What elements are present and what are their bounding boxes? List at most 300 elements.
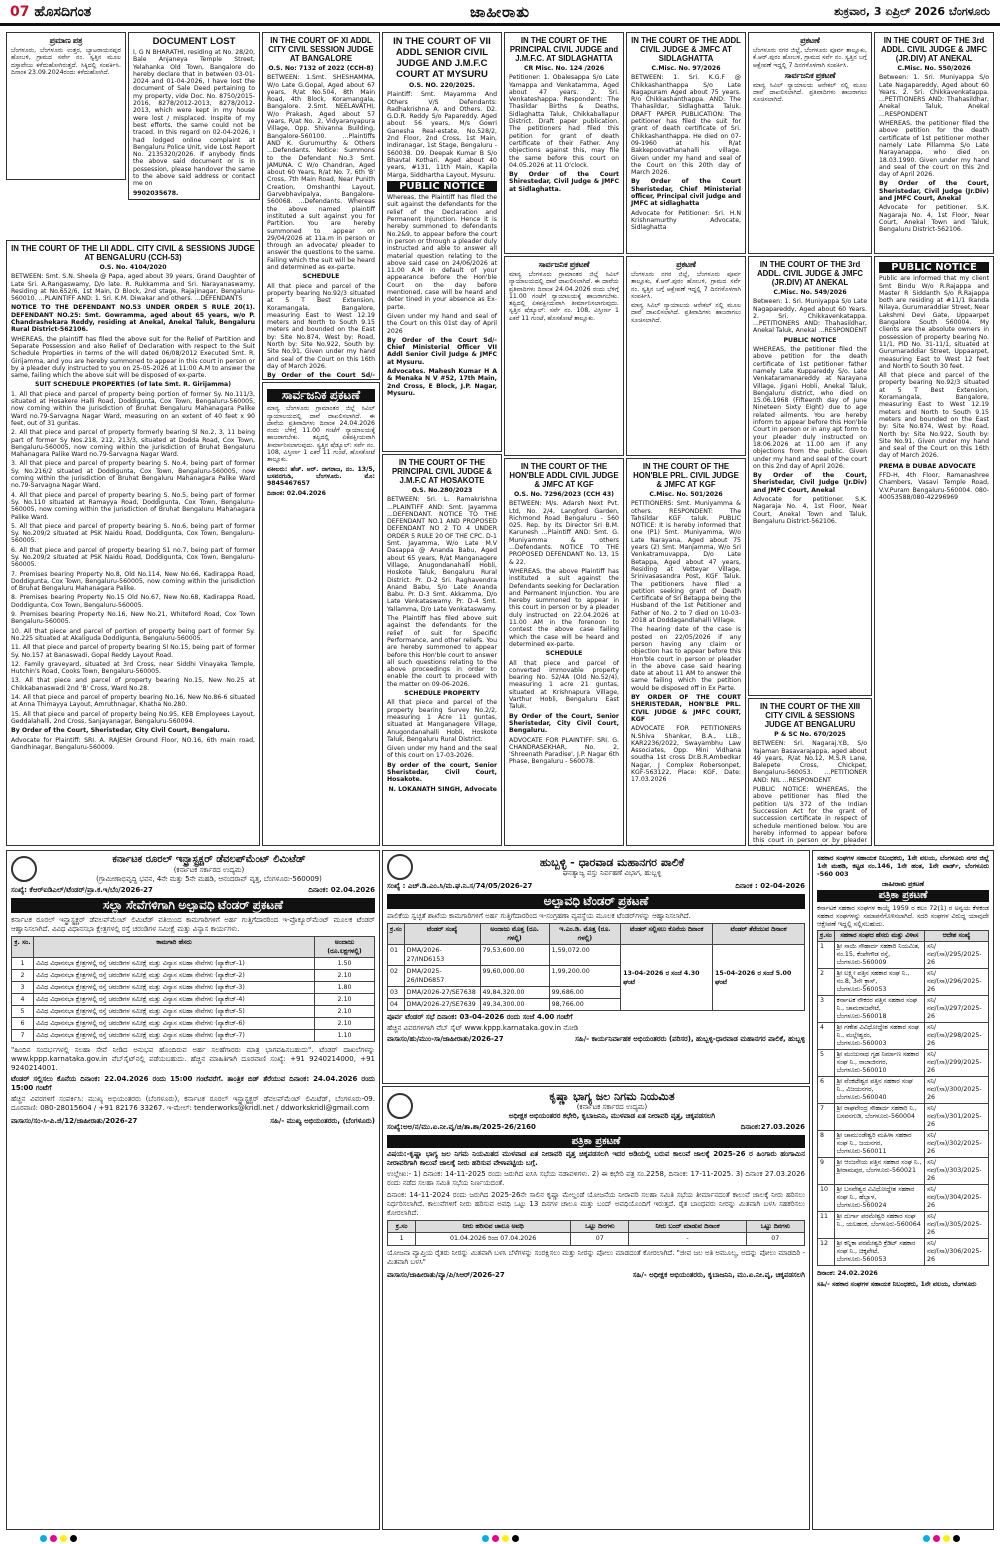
case-number: C.Misc. No. 501/2026 xyxy=(649,491,723,498)
column-header: ಕ್ರ.ಸಂ xyxy=(388,924,405,945)
case-number: O.S. No: 7132 of 2022 (CCH-8) xyxy=(268,65,374,72)
column-header: ಟೆಂಡರ್ ತೆರೆಯುವ ದಿನಾಂಕ xyxy=(712,924,804,945)
notice-text: WHEREAS, the petitioner filed the above petition for the death certificate of 1st petitioner father namely Late Kuppareddy S/o. Late Venkataramanareddy at Narayana Village, Jigani Hobli, Anekal Taluk, Bengaluru district, who died on 15.06.1968 (Fifteenth day of June Nineteen Sixty Eight) due to age related ailments. You are hereby inform to appear before this Hon'ble Court in person or in any apt form to your pleader duly instructed on 18.06.2026 at 11.00 am if any objections from the public. Given under my hand and seal of the court on this 2nd day of April 2026. xyxy=(753,346,867,470)
table-row xyxy=(818,1104,989,1131)
kbjnl-logo-icon xyxy=(387,1093,413,1119)
dipr: ವಾಸಾಸಂ/ಜಾಹೀರಾತು/ವ್ಯಾ/ಪಿ/ಸಿಆರ್/2026-27 xyxy=(387,1271,505,1280)
case-number: C.Misc. No. 549/2026 xyxy=(773,289,847,296)
kbjnl-notice xyxy=(382,1086,810,1530)
hdmc-logo-icon xyxy=(387,854,413,880)
notice-date: ದಿನಾಂಕ: 24.02.2026 xyxy=(817,1269,878,1277)
ref-number: ಸಂಖ್ಯೆ:ಅಅ/ನ/ಮು.ಏ.ನೀ.ವೃ/ಚಿ/ತಾ.ಶಾ/2025-26/2160 xyxy=(387,1123,536,1132)
column-header: ಟೆಂಡರ್ ಸಂಖ್ಯೆ xyxy=(404,924,480,945)
advocate: Advocate for Plaintiff: SRI. A. RAJESH Ground Floor, NO.16, 6th main road, Gandhinagar, Bengaluru-560009. xyxy=(11,736,255,751)
notice-body: BETWEEN: 1. Sri. K.G.F @ Chikkashanthappa S/o Late Nagapuram Aged about 75 years. R/o Chikkashanthappa. AND: The Thahasildar, Sidlaghatta Taluk. DRAFT PAPER PUBLICATION: The petitioner has filed the suit for grant of death certificate of Sri. Chikkashanthappa. He died on 07-09-1960 at his R/at Bakkepoovathanahalli village. Given under my hand and seal of the Court on this 20th day of March 2026. xyxy=(631,74,741,177)
notice-body: ಮಾನ್ಯ ಬೆಂಗಳೂರು ಗ್ರಾಮಾಂತರ ಜಿಲ್ಲೆ ಸಿವಿಲ್ ನ್ಯಾಯಾಲಯದಲ್ಲಿ ದಾವೆ ದಾಖಲಿಸಲಾಗಿದೆ. ಈ ದಾವೆಯ ಪ್ರತಿವಾದಿಗಳು ದಿನಾಂಕ 24.04.2026 ರಂದು ಬೆಳಿಗ್ಗೆ 11.00 ಗಂಟೆಗೆ ನ್ಯಾಯಾಲಯಕ್ಕೆ ಹಾಜರಾಗಬೇಕು. ತಪ್ಪಿದಲ್ಲಿ ಏಕಪಕ್ಷೀಯವಾಗಿ ತೀರ್ಮಾನಿಸಲಾಗುವುದು. ಸ್ವತ್ತಿನ ಷೆಡ್ಯೂಲ್: ಸರ್ವೆ ನಂ. 108, ವಿಸ್ತೀರ್ಣ 1 ಎಕರೆ 11 ಗುಂಟೆ, ಹೊಸಕೋಟೆ ತಾಲ್ಲೂಕು. xyxy=(267,405,375,464)
table-cell: ಶ್ರೀ ಸಾಯಿ ಸೌಹಾರ್ದ ಸಹಕಾರಿ ನಿಯಮಿತ, ನಂ.15, ಕೆಂಪೇಗೌಡ ರಸ್ತೆ, ಬೆಂಗಳೂರು-560009 xyxy=(834,942,924,969)
table-row xyxy=(818,942,989,969)
notice-body: BETWEEN: M/s. Adarsh Next Pvt. Ltd, No. 2/4, Langford Garden, Richmond Road Bengaluru - 560 025. Rep. by its Director Sri B.M. Karunesh ...Plaintiff AND: Smt. G. Muniyamma & others ...Defendants. NOTICE TO THE PROPOSED DEFENDANT No. 13, 15 & 22. xyxy=(509,500,619,566)
table-cell: 1 xyxy=(388,1233,416,1245)
notice-body-2: ಮಾನ್ಯ ಸಿವಿಲ್ ನ್ಯಾಯಾಲಯ ಆನೇಕಲ್ ನಲ್ಲಿ ಮೂಲ ದಾವೆ ದಾಖಲಿಸಲಾಗಿದೆ. ಪ್ರತಿವಾದಿಗಳು ಹಾಜರಾಗಲು ಸೂಚಿಸಲಾಗಿದೆ. xyxy=(753,81,867,104)
kridl-logo-icon xyxy=(11,856,37,882)
notice-body: Plaintiff: Smt. Mayamma And Others V/S Defendants: Radhakrishna A. and Others. D2. G.D.R. Reddy S/o Papareddy. Aged about 56 years, M/s Gowri Ganesha Real-estate, No.528/2, 2nd Floor, 2nd Cross, 1st Main, Indiranagar, 1st Stage, Bengaluru - 560038. D9. Deepak Kumar B S/o Bhavtal Kothari. Aged about 40 years, #131, 11th Main, Kapila Marga, Siddhartha Layout, Mysuru. xyxy=(387,91,497,179)
advocate-sig: PREMA B DUBAE ADVOCATE xyxy=(879,462,976,470)
table-cell: 6 xyxy=(12,1018,34,1030)
tender-banner: ಅಲ್ಪಾವಧಿ ಟೆಂಡರ್ ಪ್ರಕಟಣೆ xyxy=(387,894,805,909)
table-cell: ವಿವಿಧ ವಿಧಾನಸಭಾ ಕ್ಷೇತ್ರಗಳಲ್ಲಿ ರಸ್ತೆ ಚರಂಡಿಗಳ ಸಮೀಕ್ಷೆ ಮತ್ತು ವಿನ್ಯಾಸ ಸಲಹಾ ಸೇವೆಗಳು (ಪ್ಯಾಕೇಜ್-2) xyxy=(34,970,315,982)
contact-phone: 9902035678. xyxy=(133,189,179,197)
coop-list-notice xyxy=(812,850,994,1530)
notice-body: BETWEEN: Sri. Nagaraj.Y.B, S/o Yajaman Basavarajappa, aged about 49 years, R/at No.12, M.S.R Lane, Balepete Cross, Chickpet, Bengaluru-560053. ...PETITIONER AND: NIL ...RESPONDENT xyxy=(753,740,867,784)
sarvajanika-notice xyxy=(262,382,380,846)
pre-bid: ಪೂರ್ವ ಟೆಂಡರ್ ಸಭೆ ದಿನಾಂಕ: 03-04-2026 ರಂದು ಸಂಜೆ 4.00 ಗಂಟೆಗೆ xyxy=(387,1013,573,1021)
court-vii-notice xyxy=(382,32,502,452)
org-name: ಹುಬ್ಬಳ್ಳಿ - ಧಾರವಾಡ ಮಹಾನಗರ ಪಾಲಿಕೆ xyxy=(539,856,685,869)
signature: ಸಹಿ/- ಮುಖ್ಯ ಅಭಿಯಂತರರು, (ಬೆಂಗಳೂರು) xyxy=(270,1117,375,1125)
case-number: CR Misc. No. 124 /2026 xyxy=(523,65,605,72)
court-title: IN THE COURT OF VII ADDL SENIOR CIVIL JUDGE AND J.M.F.C COURT AT MYSURU xyxy=(393,36,491,80)
table-cell: ಸನಿ/ನವ/(ಸಾ)/300/2025-26 xyxy=(925,1077,989,1104)
table-cell: 2 xyxy=(12,970,34,982)
table-cell: ಸನಿ/ನವ/(ಸಾ)/305/2025-26 xyxy=(925,1212,989,1239)
order: By Order of the Court, Sheristedar, City Civil Court, Bengaluru. xyxy=(11,727,230,735)
table-cell: ಸನಿ/ನವ/(ಸಾ)/304/2025-26 xyxy=(925,1185,989,1212)
case-number: O.S. No.280/2023 xyxy=(411,487,473,494)
signature: ಸಹಿ/- ಸಹಕಾರ ಸಂಘಗಳ ಸಹಾಯಕ ನಿಬಂಧಕರು, 1ನೇ ವಲಯ, ಬೆಂಗಳೂರು xyxy=(817,1280,977,1288)
column-header: ಕ್ರ.ಸಂ xyxy=(818,931,835,942)
table-row xyxy=(818,969,989,996)
order: By Order of the Court Shirestedar, Civil Judge & JMFC at Sidlaghatta. xyxy=(509,171,619,193)
table-cell: 1.10 xyxy=(315,1030,375,1042)
hearing: The hearing date of the case is posted on 22/05/2026 if any person having any claim or objection has to appear before this Hon'ble court in person or pleader in the above case said hearing date at about 11 AM to answer the same failing which the petition would be disposed off in Ex Parte. xyxy=(631,626,741,692)
org-sub: ಘನತ್ಯಾಜ್ಯ ವಸ್ತು ನಿರ್ವಹಣೆ ವಿಭಾಗ, ಹುಬ್ಬಳ್ಳಿ xyxy=(562,869,662,877)
notice-body: ಬೆಂಗಳೂರು ನಗರ ಜಿಲ್ಲೆ, ಬೆಂಗಳೂರು ಪೂರ್ವ ತಾಲ್ಲೂಕು, ಕೆ.ಆರ್.ಪುರಂ ಹೋಬಳಿ, ಗ್ರಾಮದ ಸರ್ವೆ ನಂ. ಸ್ವತ್ತಿನ ಬಗ್ಗೆ ಆಕ್ಷೇಪಣೆ ಇದ್ದಲ್ಲಿ 7 ದಿನಗಳೊಳಗಾಗಿ ಸಂಪರ್ಕಿಸಿ. xyxy=(631,271,741,300)
table-cell: ವಿವಿಧ ವಿಧಾನಸಭಾ ಕ್ಷೇತ್ರಗಳಲ್ಲಿ ರಸ್ತೆ ಚರಂಡಿಗಳ ಸಮೀಕ್ಷೆ ಮತ್ತು ವಿನ್ಯಾಸ ಸಲಹಾ ಸೇವೆಗಳು (ಪ್ಯಾಕೇಜ್-4) xyxy=(34,994,315,1006)
schedule-item: 6. All that piece and parcel of property bearing S1 no.7, being part of former Sy. No.209/2 situated at PSK Naidu Road, Doddigunta, Cox Town, Bengaluru-560005. xyxy=(11,546,255,569)
contact: ಹೆಚ್ಚಿನ ವಿವರಗಳಿಗೆ ಸಂಪರ್ಕಿಸಿ: ಮುಖ್ಯ ಅಭಿಯಂತರರು (ಬೆಂಗಳೂರು), ಕರ್ನಾಟಕ ರೂರಲ್ ಇನ್ಫ್ರಾಸ್ಟ್ರಕ್ಚರ್ ಡೆವಲಪ್‌ಮೆಂಟ್ ಲಿಮಿಟೆಡ್, ಬೆಂಗಳೂರು-09. ದೂರವಾಣಿ: 080-28015604 / +91 82176 33267. ಇ-ಮೇಲ್: tenderworks@kridl.net / ddworkskridl@gmail.com xyxy=(11,1095,375,1112)
table-cell: ಕರ್ನಾಟಕ ನೌಕರರ ಪತ್ತಿನ ಸಹಕಾರ ಸಂಘ ನಿ., ಚಾಮರಾಜಪೇಟೆ, ಬೆಂಗಳೂರು-560018 xyxy=(834,996,924,1023)
court-xi-notice: IN THE COURT OF XI ADDL CITY CIVIL SESSION JUDGE AT BANGALORE O.S. No: 7132 of 2022 (CCH-8) BETWEEN: 1.Smt. SHESHAMMA, W/o Late G.Gopal, Aged about 67 years, R/at No.504, 8th Main Road, 4th Block, Koramangala, Bangalore. 2.Smt. NEELAVATHI, W/o Prakash, Aged about 57 years, R/at No. 2, Vidyaranyapura Village, Opp. Shivanna Building, Bangalore-560100. ...Plaintiffs AND K. Gurumurthy & Others ...Defendants. Notice: Summons to the Defendant No.3 Smt. JAMUNA. C W/o Chandran, Aged about 60 Years, R/at No. 7, 6th 'B' Cross, 7th Main Road, Near Punith Creation, Omshanthi Layout, Garvebhavipalya, Bangalore-560068. ...Defendants. Whereas the above named plaintiff instituted a suit against you for Partition. You are hereby summoned to appear on 29/04/2026 at 11a.m in person or through an advocate/ pleader to answer the questions to the same. Failing which the suit will be heard and determined as ex-parte. SCHEDULE All that piece and parcel of the property bearing No.92/3 situated at 5 T Best Extension, Koramangala, Bangalore, measuring East to West 12.19 meters and North to South 9.15 meters and bounded on the East by: Site No.874, West by: Road, North by: Site No.922, South by: Site No.91, Given under my hand and seal of the Court on this 16th day of March 2026. By Order of the Court Sd/- xyxy=(262,32,380,380)
office: ಅಧೀಕ್ಷಕ ಅಭಿಯಂತರರ ಕಛೇರಿ, ಕೃಬಾಜನಿನಿ, ಮುಳವಾಡ ಏತ ನೀರಾವರಿ ವೃತ್ತ, ಚಿಕ್ಕಪಡಸಲಗಿ xyxy=(508,1112,716,1121)
table-cell: 04 xyxy=(388,999,405,1011)
notice-body: ಬೆಂಗಳೂರು ನಗರ ಜಿಲ್ಲೆ, ಬೆಂಗಳೂರು ಪೂರ್ವ ತಾಲ್ಲೂಕು, ಕೆ.ಆರ್.ಪುರಂ ಹೋಬಳಿ, ಗ್ರಾಮದ ಸರ್ವೆ ನಂ. ಸ್ವತ್ತಿನ ಬಗ್ಗೆ ಆಕ್ಷೇಪಣೆ ಇದ್ದಲ್ಲಿ 7 ದಿನಗಳೊಳಗಾಗಿ ಸಂಪರ್ಕಿಸಿ. xyxy=(753,47,867,69)
table-row xyxy=(818,1050,989,1077)
schedule-title: SUIT SCHEDULE PROPERTIES (of late Smt. R. Girijamma) xyxy=(34,381,232,389)
color-dots-right xyxy=(923,1535,960,1542)
table-cell: ವಿವಿಧ ವಿಧಾನಸಭಾ ಕ್ಷೇತ್ರಗಳಲ್ಲಿ ರಸ್ತೆ ಚರಂಡಿಗಳ ಸಮೀಕ್ಷೆ ಮತ್ತು ವಿನ್ಯಾಸ ಸಲಹಾ ಸೇವೆಗಳು (ಪ್ಯಾಕೇಜ್-6) xyxy=(34,1018,315,1030)
court-kgf2-notice xyxy=(626,458,746,846)
schedule-item: 11. All that piece and parcel of property bearing Sl No.15, being part of former Sy. No.157 at Banaswadi, Gopal Reddy Layout Road. xyxy=(11,644,255,659)
notice-body: Between: 1. Sri. Muniyappa S/o Late Nagapareddy, Aged about 60 Years. 2. Sri. Chikkavenkatappa. ...PETITIONERS AND: Thahasildhar, Anekal Taluk, Anekal ...RESPONDENT xyxy=(753,298,867,335)
order: By Order of the Court Sheristedar, Chief Ministerial officer, Principal civil judge and JMFC at sidlaghatta xyxy=(631,178,741,208)
whereas: WHEREAS, the plaintiff has filed the above suit for the Relief of Partition and Separate Possession and also Relief of Declaration with respect to the Suit Schedule Properties in terms of the will dated 06/08/2012 Executed Smt. R. Girijamma, and you are hereby summoned to appear in this court in person or by a pleader duly instructed to you on 25-05-2026 at 11:00 A.M to answer the same, failing which the above suit will be disposed of ex-parte. xyxy=(11,335,255,380)
office-header: ಸಹಕಾರ ಸಂಘಗಳ ಸಹಾಯಕ ನಿಬಂಧಕರು, 1ನೇ ವಲಯ, ಬೆಂಗಳೂರು ನಗರ ಜಿಲ್ಲೆ 1ನೇ ಮಹಡಿ, ಕಟ್ಟಡ ನಂ.146, 1ನೇ ಹಂತ, 1ನೇ ವಾರ್ಡ್, ಬೆಂಗಳೂರು -560 003 xyxy=(817,854,989,878)
psc-notice xyxy=(748,698,872,846)
org-address: (ಗ್ರಾಮೀಣಾಭಿವೃದ್ಧಿ ಭವನ, 4ನೇ ಮತ್ತು 5ನೇ ಮಹಡಿ, ಆನಂದರಾವ್ ವೃತ್ತ, ಬೆಂಗಳೂರು-560009) xyxy=(96,875,322,883)
notice-text: PUBLIC NOTICE: WHEREAS, the above petitioner has filed the petition U/s 372 of the Indian Succession Act for the grant of succession certificate in respect of schedule mentioned below. You are hereby informed to appear before this court in person or by pleader xyxy=(753,786,867,845)
table-cell: ಶ್ರೀ ಬಸವೇಶ್ವರ ವಿವಿಧೋದ್ದೇಶ ಸಹಕಾರ ಸಂಘ ನಿ., ಹೆಬ್ಬಾಳ, ಬೆಂಗಳೂರು-560024 xyxy=(834,1185,924,1212)
table-cell: ಶ್ರೀ ಚಾಮುಂಡೇಶ್ವರಿ ಮಹಿಳಾ ಸಹಕಾರ ಸಂಘ ನಿ., ಜಯನಗರ, ಬೆಂಗಳೂರು-560011 xyxy=(834,1131,924,1158)
dates: ಟೆಂಡರ್ ಸಲ್ಲಿಸಲು ಕೊನೆಯ ದಿನಾಂಕ: 22.04.2026 ರಂದು 15:00 ಗಂಟೆವರೆಗೆ. ತಾಂತ್ರಿಕ ಬಿಡ್ ತೆರೆಯುವ ದಿನಾಂಕ: 24.04.2026 ರಂದು 15:00 ಗಂಟೆಗೆ xyxy=(11,1075,375,1092)
table-cell: 11 xyxy=(818,1212,835,1239)
kannada-loss-notice xyxy=(6,32,126,180)
kannada-notice-right xyxy=(748,32,872,254)
table-cell: 07 xyxy=(746,1233,804,1245)
table-cell: 1 xyxy=(818,942,835,969)
table-cell: DMA/2026-27/SE7638 xyxy=(404,987,480,999)
table-cell: DMA/2025-26/IND6857 xyxy=(404,966,480,987)
court-title: IN THE COURT OF THE 3rd ADDL. CIVIL JUDGE & JMFC (JR.DIV) AT ANEKAL xyxy=(881,36,987,63)
notice-body: Public are informed that my client Smt Bindu W/o R.Rajappa and Master R Siddanth S/o R.Rajappa both are residing at #11/1 Ikanda Nilaya, Gurumaraddiar Street, Near Lakshmi Devi Gate, Uppaarpet Bangalore South 560004. My clients are the absolute owners in possession of property bearing No. 11/1, PID No. 31-11/1, situated at Gurumaraddiar Street, Uppaarpet, measuring East to West 12 feet and North to South 30 feet. xyxy=(879,275,989,370)
court-title: IN THE COURT OF XI ADDL CITY CIVIL SESSION JUDGE AT BANGALORE xyxy=(268,36,374,63)
notice-body: PETITIONERS: Smt. Muniyamma & others. RESPONDENT: The Tahsildar KGF taluk. PUBLIC NOTICE: It is hereby informed that one (P1) Smt. Muniyamma, W/o Late Narayana, Aged about 75 years (2) Smt. Manjamma, W/o Sri Venkatramuvappa, D/o Late Betappa, Aged about 47 years, Residing at Vetteyar Village, Srinivasasandra Post, KGF Taluk. The petitioners have filed a petition seeking grant of Death Certificate of Sri Betappa being the Husband of the 1st Petitioner and Father of No. 2 to 7 died on 10-03-2018 at Doddagandlahalli Village. xyxy=(631,500,741,625)
date-line: ಶುಕ್ರವಾರ, 3 ಏಪ್ರಿಲ್ 2026 ಬೆಂಗಳೂರು xyxy=(834,4,990,18)
court-title: IN THE COURT OF THE HON'BLE ADDL CIVIL JUDGE & JMFC AT KGF xyxy=(509,462,619,489)
table-cell: 1.80 xyxy=(315,982,375,994)
court-sidlaghatta-notice xyxy=(504,32,624,254)
table-cell: 3 xyxy=(12,982,34,994)
court-title: IN THE COURT OF THE HON'BLE PRL. CIVIL JUDGE & JMFC AT KGF xyxy=(633,462,739,489)
table-row xyxy=(818,1212,989,1239)
table-cell: 01 xyxy=(388,945,405,966)
references: ಉಲ್ಲೇಖ:- 1) ದಿನಾಂಕ: 14-11-2025 ರಂದು ಜರುಗಿದ ಐಸಿಸಿ ಸಭೆಯ ನಡಾವಳಿಗಳು. 2) ಈ ಕಛೇರಿ ಪತ್ರ ಸಂ.2258, ದಿನಾಂಕ: 17-11-2025. 3) ದಿನಾಂಕ 27.03.2026 ರಂದು ನಡೆದ ಸಲಹಾ ಸಮಿತಿ ಸಭೆಯ ನಿರ್ಣಯದಂತೆ. xyxy=(387,1170,805,1188)
closing: ಯೋಜನಾ ವ್ಯಾಪ್ತಿಯ ರೈತರು ನೀರನ್ನು ಮಿತವಾಗಿ ಬಳಸಿ ಬೆಳೆಗಳನ್ನು ಸಂರಕ್ಷಿಸಲು ಮತ್ತು ನೀರನ್ನು ಪೋಲು ಮಾಡದಂತೆ ಕೋರಲಾಗಿದೆ. "ಜೀವ ಜಲ ಅತಿ ಅಮೂಲ್ಯ, ಅದನ್ನು ಪೋಲು ಮಾಡದಿರಿ - ಮಿತವಾಗಿ ಬಳಸಿ" xyxy=(387,1248,805,1266)
table-cell: 49,34,300.00 xyxy=(480,999,549,1011)
table-cell: 4 xyxy=(818,1023,835,1050)
page-header xyxy=(0,0,1000,26)
table-row xyxy=(818,1185,989,1212)
notice-title: ಪ್ರಕಟಣೆ xyxy=(676,260,696,269)
table-cell: 1 xyxy=(12,958,34,970)
court-title: IN THE COURT OF THE 3rd ADDL. CIVIL JUDGE & JMFC (JR.DIV) AT ANEKAL xyxy=(757,260,863,287)
notice-body: ಮಾನ್ಯ ಬೆಂಗಳೂರು ಗ್ರಾಮಾಂತರ ಜಿಲ್ಲೆ ಸಿವಿಲ್ ನ್ಯಾಯಾಲಯದಲ್ಲಿ ದಾವೆ ದಾಖಲಿಸಲಾಗಿದೆ. ಈ ದಾವೆಯ ಪ್ರತಿವಾದಿಗಳು ದಿನಾಂಕ 24.04.2026 ರಂದು ಬೆಳಿಗ್ಗೆ 11.00 ಗಂಟೆಗೆ ನ್ಯಾಯಾಲಯಕ್ಕೆ ಹಾಜರಾಗಬೇಕು. ತಪ್ಪಿದಲ್ಲಿ ಏಕಪಕ್ಷೀಯವಾಗಿ ತೀರ್ಮಾನಿಸಲಾಗುವುದು. ಸ್ವತ್ತಿನ ಷೆಡ್ಯೂಲ್: ಸರ್ವೆ ನಂ. 108, ವಿಸ್ತೀರ್ಣ 1 ಎಕರೆ 11 ಗುಂಟೆ, ಹೊಸಕೋಟೆ ತಾಲ್ಲೂಕು. xyxy=(509,271,619,322)
notice-title: DOCUMENT LOST xyxy=(152,36,236,47)
column-header: ಒಟ್ಟು ದಿನಗಳು xyxy=(746,1221,804,1233)
schedule-item: 3. All that piece and parcel of property bearing S. No.4, being part of former Sy. No.216/2 situated at Doddigunta, Cox Town, Bengaluru-560005, now coming within the jurisdiction of Bruhat Bengaluru Mahanagara Palike Ward no.79-Sarvagna Nagar Ward. xyxy=(11,460,255,490)
website: ಹೆಚ್ಚಿನ ವಿವರಗಳಿಗಾಗಿ ವೆಬ್ ಸೈಟ್ www.kppp.karnataka.gov.in ನೋಡಿ xyxy=(387,1024,579,1032)
case-number: C.Misc. No. 550/2026 xyxy=(897,65,971,72)
table-cell: 9 xyxy=(818,1158,835,1185)
schedule-list xyxy=(11,391,255,725)
schedule-item: 9. Premises bearing Property No.16, New No.21, Whiteford Road, Cox Town Bengaluru-560005. xyxy=(11,611,255,626)
table-cell: 7 xyxy=(818,1104,835,1131)
notice-body: BETWEEN: 1.Smt. SHESHAMMA, W/o Late G.Gopal, Aged about 67 years, R/at No.504, 8th Main Road, 4th Block, Koramangala, Bangalore. 2.Smt. NEELAVATHI, W/o Prakash, Aged about 57 years, R/at No. 2, Vidyaranyapura Village, Opp. Shivanna Building, Bangalore-560100. ...Plaintiffs AND K. Gurumurthy & Others ...Defendants. Notice: Summons to the Defendant No.3 Smt. JAMUNA. C W/o Chandran, Aged about 60 Years, R/at No. 7, 6th 'B' Cross, 7th Main Road, Near Punith Creation, Omshanthi Layout, Garvebhavipalya, Bangalore-560068. ...Defendants. Whereas the above named plaintiff instituted a suit against you for Partition. You are hereby summoned to appear on 29/04/2026 at 11a.m in person or through an advocate/ pleader to answer the questions to the same. Failing which the suit will be heard and determined as ex-parte. xyxy=(267,74,375,272)
signature: ಸಹಿ/- ಅಧೀಕ್ಷಕ ಅಭಿಯಂತರರು, ಕೃಬಾಜನಿನಿ, ಮು.ಏ.ನೀ.ವೃ, ಚಿಕ್ಕಪಡಸಲಗಿ xyxy=(632,1271,805,1280)
case-number: O.S. No. 4104/2020 xyxy=(99,264,167,271)
case-number: O.S. NO. 220/2025. xyxy=(409,82,475,89)
advocate: ವಕೀಲರು: ಹೆಚ್. ಆರ್. ನಾಗರಾಜ, ನಂ. 13/5, ಬಸವನಗುಡಿ, ಬೆಂಗಳೂರು. ಮೊ: 9845467657 xyxy=(267,465,375,488)
table-cell: 07 xyxy=(571,1233,629,1245)
col-work: ಕಾಮಗಾರಿ ಹೆಸರು xyxy=(34,937,315,958)
advocate: N. LOKANATH SINGH, Advocate xyxy=(388,785,497,793)
last-date-cell: 13-04-2026 ರ ಸಂಜೆ 4.30 ಘಂಟೆ xyxy=(621,945,713,1011)
notice-title: ಸಾರ್ವಜನಿಕ ಪ್ರಕಟಣೆ xyxy=(538,260,590,269)
table-cell: ಶ್ರೀ ಮಂಜುನಾಥ ಗೃಹ ನಿರ್ಮಾಣ ಸಹಕಾರ ಸಂಘ ನಿ., ರಾಜಾಜಿನಗರ, ಬೆಂಗಳೂರು-560010 xyxy=(834,1050,924,1077)
schedule-item: 13. All that piece and parcel of property bearing No.15, New No.25 at Chikkabanaswadi 2nd 'B' Cross, Ward No.28. xyxy=(11,677,255,692)
table-cell: 2.10 xyxy=(315,994,375,1006)
public-notice-right xyxy=(874,256,994,846)
open-date-cell: 15-04-2026 ರ ಸಂಜೆ 5.00 ಘಂಟೆ xyxy=(712,945,804,1011)
ref-date: ದಿನಾಂಕ:27.03.2026 xyxy=(740,1123,805,1132)
table-cell: 3 xyxy=(818,996,835,1023)
table-cell: ಶ್ರೀ ಆಂಜನೇಯ ಪತ್ತಿನ ಸಹಕಾರ ಸಂಘ ನಿ., ಶ್ರೀರಾಮಪುರ, ಬೆಂಗಳೂರು-560021 xyxy=(834,1158,924,1185)
table-cell: ಶ್ರೀ ಕನ್ನಿಕಾ ಪರಮೇಶ್ವರಿ ಕ್ರೆಡಿಟ್ ಸಹಕಾರ ಸಂಘ ನಿ., ಚಿಕ್ಕಪೇಟೆ, ಬೆಂಗಳೂರು-560053 xyxy=(834,1239,924,1266)
notice-text: WHEREAS, the petitioner filed the above petition for the death certificate of 1st petitioner mother namely Late Pillamma S/o Late Narayanappa, who died on 18.03.1990. Given under my hand and seal of the court on this 2nd day of April 2026. xyxy=(879,120,989,179)
court-chikkaballapur-notice xyxy=(626,32,746,254)
notice-title: ಪತ್ರಿಕಾ ಪ್ರಕಟಣೆ xyxy=(817,890,989,902)
notice-date: ದಿನಾಂಕ: 02.04.2026 xyxy=(267,489,326,497)
order: By Order of the Court, Sheristedar, Civil Judge (Jr.Div) and JMFC Court, Anekal xyxy=(753,472,867,494)
table-cell: 79,53,600.00 xyxy=(480,945,549,966)
hdmc-tender xyxy=(382,850,810,1084)
notice-title: ಪ್ರಮಾಣ ಪತ್ರ xyxy=(49,36,83,45)
column-header: ನೀರು ಹರಿಸುವ ಚಾಲೂ ಅವಧಿ xyxy=(416,1221,571,1233)
column-header: ಇ.ಎಂ.ಡಿ. ಮೊತ್ತ (ರೂ. ಗಳಲ್ಲಿ) xyxy=(549,924,620,945)
table-cell: 4 xyxy=(12,994,34,1006)
org-sub: (ಕರ್ನಾಟಕ ಸರ್ಕಾರದ ಉದ್ಯಮ) xyxy=(173,866,245,874)
table-cell: ವಿವಿಧ ವಿಧಾನಸಭಾ ಕ್ಷೇತ್ರಗಳಲ್ಲಿ ರಸ್ತೆ ಚರಂಡಿಗಳ ಸಮೀಕ್ಷೆ ಮತ್ತು ವಿನ್ಯಾಸ ಸಲಹಾ ಸೇವೆಗಳು (ಪ್ಯಾಕೇಜ್-1) xyxy=(34,958,315,970)
anekal-549-notice xyxy=(748,256,872,696)
coop-table xyxy=(817,930,989,1266)
notice-sub: ಜಾಹೀರಾತು ಪ್ರಕಟಣೆ xyxy=(881,880,925,888)
table-cell: 1,59,072.00 xyxy=(549,945,620,966)
table-cell: 6 xyxy=(818,1077,835,1104)
case-number: C.Misc. No. 97/2026 xyxy=(651,65,721,72)
notice-title-2: ಸಾರ್ವಜನಿಕ ಪ್ರಕಟಣೆ xyxy=(784,70,836,80)
between: BETWEEN: Smt. S.N. Sheela @ Papa, aged about 39 years, Grand Daughter of Late Sri. A.Rangaswamy, D/o late. R. Rukkamma and Sri. Narayanaswamy, Residing at No.652/6, 1st Main, D Block, 2nd stage, Rajajinagar, Bengaluru-560010. ...PLAINTIFF AND: 1. Sri. K.M. Diwakar and others. ...DEFENDANTS xyxy=(11,273,255,303)
notice-text: Whereas, the Plaintiff has filed the suit against the defendants for the relief of the Declaration and Permanent Injunction. Hence it is hereby summoned to defendants No.2&9, to appear before the court in person or through a pleader duly instructed and able to answer all material question relating to the above said case on 24/06/2026 at 11.00 A.M in default of your appearance before the Hon'ble Court on the day before mentioned, case will be heard and deter tined in your absence as Ex-parte. xyxy=(387,194,497,311)
notice-body: Petitioner: 1. Obalesappa S/o Late Yamappa and Venkatamma, Aged about 47 years. 2. Sri. Venkateshappa. Respondent: The Thasildar Births & Deaths, Sidlaghatta Taluk, Chikkaballapur District. Draft paper publication. The petitioners had filed this petition for grant of death certificate of their Father. Any objections against this, may file the same before this court on 04.05.2026 at 11 O'clock. xyxy=(509,74,619,169)
document-lost-notice xyxy=(128,32,260,200)
org-name: ಕರ್ನಾಟಕ ರೂರಲ್ ಇನ್ಫ್ರಾಸ್ಟ್ರಕ್ಚರ್ ಡೆವಲಪ್‌ಮೆಂಟ್ ಲಿಮಿಟೆಡ್ xyxy=(112,854,306,865)
schedule-item: 15. All that piece and parcel of property being No.95, KEB Employees Layout, Geddalahalli, 2nd Cross, Sanjayanagar, Bengaluru-560094. xyxy=(11,710,255,725)
color-dots-left xyxy=(40,1535,77,1542)
schedule-item: 14. All that piece and parcel of property bearing No.16, New No.86-6 situated at Anna Thimayya Layout, Amruthnagar, Khatha No.280. xyxy=(11,694,255,709)
tender-banner: ಸಲ್ಲಾ ಸೇವೆಗಳಿಗಾಗಿ ಅಲ್ಪಾವಧಿ ಟೆಂಡರ್ ಪ್ರಕಟಣೆ xyxy=(11,898,375,913)
kannada-court-notice xyxy=(504,256,624,456)
table-cell: ವಿವಿಧ ವಿಧಾನಸಭಾ ಕ್ಷೇತ್ರಗಳಲ್ಲಿ ರಸ್ತೆ ಚರಂಡಿಗಳ ಸಮೀಕ್ಷೆ ಮತ್ತು ವಿನ್ಯಾಸ ಸಲಹಾ ಸೇವೆಗಳು (ಪ್ಯಾಕೇಜ್-5) xyxy=(34,1006,315,1018)
footer: "ಹಿಂದಿನ ಸಂದರ್ಭಗಳಲ್ಲಿ ಸಲಹಾ ಸೇವೆ ನೀಡಿದ ಅನುಭವ ಹೊಂದಿರುವ ಅರ್ಹ ಸಲಹೆಗಾರರು ಮಾತ್ರ ಭಾಗವಹಿಸಬಹುದು". ಟೆಂಡರ್ ದಾಖಲೆಗಳನ್ನು www.kppp.karnataka.gov.in ವೆಬ್‌ಸೈಟ್‌ನಲ್ಲಿ ಪಡೆಯಬಹುದು. ಹೆಚ್ಚಿನ ಮಾಹಿತಿಗಾಗಿ ದೂರವಾಣಿ ಸಂಖ್ಯೆ: +91 9240214000, +91 9240214001. xyxy=(11,1046,375,1072)
schedule-item: 4. All that piece and parcel of property bearing S. No.5, being part of former Sy. No.110 situated at Ramayya Road, Doddigunta, Cox Town, Bengaluru-560005, now coming within the jurisdiction of Bruhat Bengaluru Mahanagara Palike Ward. xyxy=(11,491,255,521)
column-header: ಒಟ್ಟು ದಿನಗಳು xyxy=(571,1221,629,1233)
table-row xyxy=(818,1023,989,1050)
notice-subtitle: PUBLIC NOTICE xyxy=(783,336,837,344)
table-row xyxy=(818,996,989,1023)
table-cell: 1,99,200.00 xyxy=(549,966,620,987)
ref-date: ದಿನಾಂಕ: 02.04.2026 xyxy=(308,886,375,894)
org-sub: (ಕರ್ನಾಟಕ ಸರ್ಕಾರದ ಉದ್ಯಮ) xyxy=(576,1103,648,1111)
schedule: All that piece and parcel of converted immovable property bearing No. 52/4A (Old No.52/4), measuring 1 acre 21 guntas, situated at Krishnapura Village, Varthur Hobli, Bengaluru East Taluk. xyxy=(509,659,619,711)
kridl-tender xyxy=(6,850,380,1530)
court-lii-notice xyxy=(6,240,260,846)
table-cell: 5 xyxy=(818,1050,835,1077)
table-row xyxy=(818,1158,989,1185)
public-notice-band: PUBLIC NOTICE xyxy=(387,181,497,192)
schedule: All that piece and parcel of the property bearing Survey No.2/2, measuring 1 Acre 11 guntas, situated at Manganagere Village, Anugondanahalli Hobli, Hoskote Taluk, Bengaluru Rural District. xyxy=(387,699,497,743)
anekal-550-notice xyxy=(874,32,994,254)
table-cell: ಸನಿ/ನವ/(ಸಾ)/303/2025-26 xyxy=(925,1158,989,1185)
table-row xyxy=(12,1006,375,1018)
order: By Order of the Court, Sheristedar, Civil Judge (Jr.Div) and JMFC Court, Anekal xyxy=(879,180,989,203)
court-title: IN THE COURT OF THE PRINCIPAL CIVIL JUDGE and J.M.F.C. AT SIDLAGHATTA xyxy=(509,36,619,63)
advocate: Advocates. Mahesh Kumar H A & Menaka N V #52, 17th Main, 2nd Cross, E Block, J.P. Nagar, Mysuru. xyxy=(387,367,497,397)
table-cell: ಸನಿ/ನವ/(ಸಾ)/299/2025-26 xyxy=(925,1050,989,1077)
case-number: P & SC No. 670/2025 xyxy=(774,731,846,738)
table-cell: DMA/2026-27/IND6153 xyxy=(404,945,480,966)
notice-to: NOTICE TO THE DEFENDANT NO.53 UNDER ORDER 5 RULE 20(1). DEFENDANT NO.25: Smt. Gowramma, aged about 65 years, w/o P. Chandrashekara Reddy, residing at Anekal, Anekal Taluk, Bengaluru Rural District-562106. xyxy=(11,304,255,334)
column-header: ನೀರು ಬಂದ್ ಮಾಡುವ ದಿನಾಂಕ xyxy=(629,1221,746,1233)
intro: ಕರ್ನಾಟಕ ಸಹಕಾರ ಸಂಘಗಳ ಕಾಯ್ದೆ 1959 ರ ಕಲಂ 72(1) ರ ಅನ್ವಯ ಕೆಳಕಂಡ ಸಹಕಾರ ಸಂಘಗಳನ್ನು ಸಮಾಪನೆಗೊಳಿಸಲಾಗಿದೆ. ಸದರಿ ಸಂಘಗಳ ವಿರುದ್ಧ ಯಾವುದೇ ಆಕ್ಷೇಪಣೆ ಇದ್ದಲ್ಲಿ ಸಲ್ಲಿಸಬಹುದು. xyxy=(817,904,989,928)
notice-text: The Plaintiff has filed above suit against the defendants for the relief of suit for Specific Performance, and other reliefs. You are hereby summoned to appear before this Hon'ble court to answer all such questions relating to the above proceedings in order to enable the court to proceed with the matter on 09-06-2026. xyxy=(387,615,497,688)
table-cell: 2.10 xyxy=(315,970,375,982)
tender-table xyxy=(11,936,375,1042)
court-title: IN THE COURT OF THE LII ADDL. CITY CIVIL & SESSIONS JUDGE AT BENGALURU (CCH-53) xyxy=(11,244,255,262)
notice-title: ಸಾರ್ವಜನಿಕ ಪ್ರಕಟಣೆ xyxy=(267,389,375,402)
col-no: ಕ್ರ. ಸಂ. xyxy=(12,937,34,958)
table-row xyxy=(818,1131,989,1158)
notice-body: I, G N BHARATHI, residing at No. 28/20, Bale Anjaneya Temple Street, Yelahanka Old Town, Bangalore do hereby declare that in between 03-01-2024 and 01-04-2026, I have lost the document of Sale Deed pertaining to my property, vide Doc. No. 8750/2015-2016, 8278/2012-2013, 8278/2012-2013, which were kept in my house were lost / misplaced. Inspite of my best efforts, the same could not be traced. In this regard on 02-04-2026, I had lodged online complaint at Bengaluru Police Unit, vide Lost Report No. 2135320/2026. If anybody finds the above said document or is in possession, please handover the same to the above said address or contact me on xyxy=(133,49,255,188)
whereas: WHEREAS, the above Plaintiff has instituted a suit against the Defendants seeking for Declaration and Permanent Injunction. You are hereby summoned to appear in this court in person or by a pleader duly instructed on 22.04.2026 at 11.00 AM in the forenoon to contest the above case failing which the case will be heard and determined ex-parte. xyxy=(509,567,619,648)
schedule-table xyxy=(387,1220,805,1245)
table-row xyxy=(12,982,375,994)
notice-body: BETWEEN: Sri. L. Ramakrishna ...PLAINTIFF AND: Smt. Jayamma ...DEFENDANT. NOTICE TO THE DEFENDANT NO.1 AND PROPOSED DEFENDANT NO 2 TO 4 UNDER ORDER 5 RULE 20 OF THE CPC. D-1 Smt. Jayamma, W/o Late M.V Dasappa @ Ananda Babu, Aged about 65 years, R/at Manganagere Village, Anugondanahalli Hobli, Hoskote Taluk, Bengaluru Rural District. Pr. D-2 Sri. Raghavendra Anand Babu, S/o Late Ananda Babu. Pr. D-3 Smt. Akkamma, D/o Late Venkataswamy. Pr. D-4 Smt. Yallamma, D/o Late Venkataswamy. xyxy=(387,496,497,613)
table-cell: 8 xyxy=(818,1131,835,1158)
table-row xyxy=(12,994,375,1006)
notice-title: ಪ್ರಕಟಣೆ xyxy=(800,36,820,45)
table-cell: ಶ್ರೀ ಗಣೇಶ ವಿವಿಧೋದ್ದೇಶ ಸಹಕಾರ ಸಂಘ ನಿ., ಮಲ್ಲೇಶ್ವರಂ, ಬೆಂಗಳೂರು-560003 xyxy=(834,1023,924,1050)
table-cell: 49,84,320.00 xyxy=(480,987,549,999)
table-cell: ಸನಿ/ನವ/(ಸಾ)/302/2025-26 xyxy=(925,1131,989,1158)
column-header: ಸಹಕಾರ ಸಂಘದ ಹೆಸರು ಮತ್ತು ವಿಳಾಸ xyxy=(834,931,924,942)
table-cell: 02 xyxy=(388,966,405,987)
table-cell: ಸನಿ/ನವ/(ಸಾ)/298/2025-26 xyxy=(925,1023,989,1050)
table-cell: ಸನಿ/ನವ/(ಸಾ)/306/2025-26 xyxy=(925,1239,989,1266)
color-dots-mid xyxy=(482,1535,519,1542)
table-cell: ಸನಿ/ನವ/(ಸಾ)/297/2025-26 xyxy=(925,996,989,1023)
page-number: 07 ಹೊಸದಿಗಂತ xyxy=(10,3,92,20)
column-header: ಆದೇಶ ಸಂಖ್ಯೆ xyxy=(925,931,989,942)
schedule-item: 7. Premises bearing Property No.8, Old No.114, New No.66, Kadirappa Road, Doddigunta, Cox Town, Bengaluru-560005, now coming within the jurisdiction of Bruhat Bengaluru Mahanagara Palike. xyxy=(11,570,255,593)
tender-table xyxy=(387,923,805,1011)
given: Given under my hand and seal of the Court on this 01st day of April 2026 xyxy=(387,312,497,335)
order: By Order of the Court, Senior Sheristedar, City Civil Court, Bengaluru. xyxy=(509,712,619,735)
order: BY ORDER OF THE COURT SHERISTEDAR, HON'BLE PRL. CIVIL JUDGE & JMFC COURT, KGF xyxy=(631,694,741,723)
notice-title: ಪತ್ರಿಕಾ ಪ್ರಕಟಣೆ xyxy=(387,1135,805,1148)
table-cell: DMA/2026-27/SE7639 xyxy=(404,999,480,1011)
notice-body: ಬೆಂಗಳೂರು, ಬೆಂಗಳೂರು ಉತ್ತರ, ಬ್ಯಾಟರಾಯನಪುರ ಹೋಬಳಿ, ಗ್ರಾಮದ ಸರ್ವೇ ನಂ. ಸ್ವತ್ತಿನ ಮೂಲ ದಸ್ತಾವೇಜು ಕಳೆದುಹೋಗಿರುತ್ತದೆ. ಸಿಕ್ಕಿದಲ್ಲಿ ಸಂಪರ್ಕಿಸಿ. ದಿನಾಂಕ 23.09.2024ರಂದು ಕಳೆದುಹೋಗಿದೆ. xyxy=(11,47,121,76)
table-row xyxy=(818,1077,989,1104)
advocate: Advocate for Petitioner: Sri. H.N Krishnamurthy Advocate, Sidlaghatta xyxy=(631,209,741,232)
table-row xyxy=(388,945,805,966)
org-name: ಕೃಷ್ಣಾ ಭಾಗ್ಯ ಜಲ ನಿಗಮ ನಿಯಮಿತ xyxy=(549,1090,675,1103)
notice-body: Between: 1. Sri. Muniyappa S/o Late Nagapareddy, Aged about 60 Years. 2. Sri. Chikkavenkatappa. ...PETITIONERS AND: Thahasildhar, Anekal Taluk, Anekal ...RESPONDENT xyxy=(879,74,989,118)
body: ದಿನಾಂಕ: 14-11-2024 ರಂದು ಜರುಗಿದ 2025-26ನೇ ಸಾಲಿನ ಕೃಷ್ಣಾ ಮೇಲ್ದಂಡೆ ಯೋಜನೆಯ ನೀರಾವರಿ ಸಲಹಾ ಸಮಿತಿ ಸಭೆಯ ತೀರ್ಮಾನದಂತೆ ಕಾಲುವೆ ಜಾಲಕ್ಕೆ ನೀರು ಹರಿಸಲು ನಿರ್ಧರಿಸಲಾಗಿದೆ. ಕಾಲುವೆಗಳಿಗೆ ನೀರು ಹರಿಸುವ ಅವಧಿ ಒಟ್ಟು 13 ದಿನಗಳ ಚಾಲೂ ಮತ್ತು ಬಂದ್ ಅವಧಿಯೊಂದಿಗೆ ಇರುತ್ತದೆ. ರೈತ ಬಾಂಧವರು ನೀರನ್ನು ಮಿತವಾಗಿ ಬಳಸಿ ಸಹಕರಿಸಲು ಕೋರಲಾಗಿದೆ. xyxy=(387,1190,805,1218)
advocate: Advocate for petitioner. S.K. Nagaraja No. 4, 1st Floor, Near Court, Anekal Town and Taluk, Bengaluru District-562106. xyxy=(879,204,989,234)
order: By Order of the Court Sd/- Chief Ministerial Officer VII Addl Senior Civil Judge & JMFC at Mysuru. xyxy=(387,336,497,366)
table-cell: 2 xyxy=(818,969,835,996)
schedule: All that piece and parcel of the property bearing No.92/3 situated at 5 T Best Extension, Koramangala, Bangalore, measuring East to West 12.19 meters and North to South 9.15 meters and bounded on the East by: Site No.874, West by: Road, North by: Site No.922, South by: Site No.91, Given under my hand and seal of the Court on this 16th day of March 2026. xyxy=(267,282,375,370)
table-cell: 10 xyxy=(818,1185,835,1212)
table-cell: 03 xyxy=(388,987,405,999)
ref-date: ದಿನಾಂಕ : 02-04-2026 xyxy=(735,882,805,890)
table-cell: 2.10 xyxy=(315,1006,375,1018)
table-cell: ಶ್ರೀ ರಾಘವೇಂದ್ರ ಸೌಹಾರ್ದ ಸಹಕಾರಿ ನಿ., ಬಸವನಗುಡಿ, ಬೆಂಗಳೂರು-560004 xyxy=(834,1104,924,1131)
table-cell: ಸನಿ/ನವ/(ಸಾ)/301/2025-26 xyxy=(925,1104,989,1131)
table-cell: 2.10 xyxy=(315,1018,375,1030)
advocate: ADVOCATE FOR PLAINTIFF: SRI. G. CHANDRASEKHAR, No. 2, 'Shreenath Paradise', J.P. Nagar 6th Phase, Bengaluru - 560078. xyxy=(509,736,619,766)
printer-color-bar xyxy=(0,1532,1000,1544)
court-title: IN THE COURT OF THE PRINCIPAL CIVIL JUDGE & J.M.F.C AT HOSAKOTE xyxy=(391,458,493,485)
kannada-court-notice-2 xyxy=(626,256,746,456)
subject: ವಿಷಯ:-ಕೃಷ್ಣಾ ಭಾಗ್ಯ ಜಲ ನಿಗಮ ನಿಯಮಿತದ ಮುಳವಾಡ ಏತ ನೀರಾವರಿ ವೃತ್ತ ಚಿಕ್ಕಪಡಸಲಗಿ ಇದರ ಅಡಿಯಲ್ಲಿ ಬರುವ ಕಾಲುವೆ ಜಾಲಕ್ಕೆ 2025-26 ರ ಹಿಂಗಾರು ಹಂಗಾಮಿನ ನೀರಾವರಿಗಾಗಿ ಕಾಲುವೆ ಜಾಲಕ್ಕೆ ನೀರು ಹರಿಸುವ ವೇಳಾಪಟ್ಟಿಯ ಬಗ್ಗೆ. xyxy=(387,1149,805,1168)
case-number: O.S. No. 7296/2023 (CCH 43) xyxy=(514,491,614,498)
table-cell: ವಿವಿಧ ವಿಧಾನಸಭಾ ಕ್ಷೇತ್ರಗಳಲ್ಲಿ ರಸ್ತೆ ಚರಂಡಿಗಳ ಸಮೀಕ್ಷೆ ಮತ್ತು ವಿನ್ಯಾಸ ಸಲಹಾ ಸೇವೆಗಳು (ಪ್ಯಾಕೇಜ್-7) xyxy=(34,1030,315,1042)
table-cell: 99,686.00 xyxy=(549,987,620,999)
given: Given under my hand and the seal of this court on 17-03-2026. xyxy=(387,745,497,760)
column-header: ಕ್ರ.ಸಂ xyxy=(388,1221,416,1233)
column-header: ಟೆಂಡರ್ ಸಲ್ಲಿಸಲು ಕೊನೆಯ ದಿನಾಂಕ xyxy=(621,924,713,945)
court-title: IN THE COURT OF THE ADDL CIVIL JUDGE & JMFC AT SIDLAGHATTA xyxy=(631,36,741,63)
notice-body-2: ಮಾನ್ಯ ಸಿವಿಲ್ ನ್ಯಾಯಾಲಯ ಆನೇಕಲ್ ನಲ್ಲಿ ಮೂಲ ದಾವೆ ದಾಖಲಿಸಲಾಗಿದೆ. ಪ್ರತಿವಾದಿಗಳು ಹಾಜರಾಗಲು ಸೂಚಿಸಲಾಗಿದೆ. xyxy=(631,302,741,324)
court-title: IN THE COURT OF THE XIII CITY CIVIL & SESSIONS JUDGE AT BENGALURU xyxy=(759,702,861,729)
signature: ಸಹಿ/- ಕಾರ್ಯನಿರ್ವಾಹಕ ಅಭಿಯಂತರರು (ಪರಿಸರ), ಹುಬ್ಬಳ್ಳಿ-ಧಾರವಾಡ ಮಹಾನಗರ ಪಾಲಿಕೆ, ಹುಬ್ಬಳ್ಳಿ xyxy=(575,1035,805,1043)
court-hosakote-notice: IN THE COURT OF THE PRINCIPAL CIVIL JUDGE & J.M.F.C AT HOSAKOTE O.S. No.280/2023 BETWEEN: Sri. L. Ramakrishna ...PLAINTIFF AND: Smt. Jayamma ...DEFENDANT. NOTICE TO THE DEFENDANT NO.1 AND PROPOSED DEFENDANT NO 2 TO 4 UNDER ORDER 5 RULE 20 OF THE CPC. D-1 Smt. Jayamma, W/o Late M.V Dasappa @ Ananda Babu, Aged about 65 years, R/at Manganagere Village, Anugondanahalli Hobli, Hoskote Taluk, Bengaluru Rural District. Pr. D-2 Sri. Raghavendra Anand Babu, S/o Late Ananda Babu. Pr. D-3 Smt. Akkamma, D/o Late Venkataswamy. Pr. D-4 Smt. Yallamma, D/o Late Venkataswamy. The Plaintiff has filed above suit against the defendants for the relief of suit for Specific Performance, and other reliefs. You are hereby summoned to appear before this Hon'ble court to answer all such questions relating to the above proceedings in order to enable the court to proceed with the matter on 09-06-2026. SCHEDULE PROPERTY All that piece and parcel of the property bearing Survey No.2/2, measuring 1 Acre 11 guntas, situated at Manganagere Village, Anugondanahalli Hobli, Hoskote Taluk, Bengaluru Rural District. Given under my hand and the seal of this court on 17-03-2026. By order of the court, Senior Sheristedar, Civil Court, Hosakote. N. LOKANATH SINGH, Advocate xyxy=(382,454,502,846)
col-cost: ಅಂದಾಜು (ರೂ.ಲಕ್ಷಗಳಲ್ಲಿ) xyxy=(315,937,375,958)
table-cell: ಶ್ರೀ ಲಕ್ಷ್ಮೀ ಪತ್ತಿನ ಸಹಕಾರ ಸಂಘ ನಿ., ನಂ.8, 3ನೇ ಕ್ರಾಸ್, ಬೆಂಗಳೂರು-560053 xyxy=(834,969,924,996)
table-cell: 01.04.2026 ರಿಂದ 07.04.2026 xyxy=(416,1233,571,1245)
notice-body-filler: All that piece and parcel of the property bearing No.92/3 situated at 5 T Best Extension, Koramangala, Bangalore, measuring East to West 12.19 meters and North to South 9.15 meters and bounded on the East by: Site No.874, West by: Road, North by: Site No.922, South by: Site No.91, Given under my hand and seal of the Court on this 16th day of March 2026. xyxy=(879,372,989,460)
ref-number: ಸಂಖ್ಯೆ: ಕೆಆರ್‌ಐಡಿಎಲ್/ಟೆಂಡರ್/ಪ್ರಾ.ಕ.ಇ/ಬೆಂ/2026-27 xyxy=(11,886,153,894)
table-cell: 99,60,000.00 xyxy=(480,966,549,987)
table-cell: 98,766.00 xyxy=(549,999,620,1011)
schedule-item: 2. All that piece and parcel of property formerly bearing Sl No.2, 3, 11 being part of former Sy Nos.218, 212, 213/3, situated at Dodda Road, Cox Town, Bengaluru-560005, now coming within the jurisdiction of Bruhat Bengaluru Mahanagara Palike Ward no.79-Sarvagna Nagar Ward. xyxy=(11,429,255,459)
table-row xyxy=(12,1018,375,1030)
schedule-item: 8. Premises bearing Property No.15 Old No.67, New No.68, Kadirappa Road, Doddigunta, Cox Town, Bengaluru-560005. xyxy=(11,594,255,609)
ref-number: ಸಂಖ್ಯೆ : ಎಚ್.ಡಿ.ಎಂ.ಸಿ/ಮ.ಘ.ನಿ.ಸ/74/05/2026-27 xyxy=(387,882,533,890)
intro: ಪಾಲಿಕೆಯ ಸ್ವಚ್ಛತೆ ಶಾಖೆಯ ಕಾಮಗಾರಿಗಳಿಗೆ ಅರ್ಹ ಗುತ್ತಿಗೆದಾರರಿಂದ ಇ-ಸಂಗ್ರಹಣಾ ವ್ಯವಸ್ಥೆಯ ಮೂಲಕ ಟೆಂಡರ್‌ಗಳನ್ನು ಆಹ್ವಾನಿಸಲಾಗಿದೆ. xyxy=(387,912,691,920)
schedule-item: 1. All that piece and parcel of property being portion of former Sy. No.111/3, situated at Hosakere Halli Road, Doddigunta, Cox Town, Bengaluru-560005, now coming within the jurisdiction of Bruhat Bengaluru Mahanagara Palike Ward no.79-Sarvagna Nagar Ward, measuring on an extent of 40 feet x 90 feet, out of 31 guntas. xyxy=(11,390,255,427)
table-cell: 5 xyxy=(12,1006,34,1018)
table-cell: 7 xyxy=(12,1030,34,1042)
table-cell: ಸನಿ/ನವ/(ಸಾ)/295/2025-26 xyxy=(925,942,989,969)
table-cell: 12 xyxy=(818,1239,835,1266)
advocate: Advocate for petitioner. S.K. Nagaraja No. 4, 1st Floor, Near Court, Anekal Town and Taluk, Bengaluru District-562106. xyxy=(753,496,867,525)
section-title: ಜಾಹೀರಾತು xyxy=(470,2,530,21)
court-kgf-notice: IN THE COURT OF THE HON'BLE ADDL CIVIL JUDGE & JMFC AT KGF O.S. No. 7296/2023 (CCH 43) BETWEEN: M/s. Adarsh Next Pvt. Ltd, No. 2/4, Langford Garden, Richmond Road Bengaluru - 560 025. Rep. by its Director Sri B.M. Karunesh ...Plaintiff AND: Smt. G. Muniyamma & others ...Defendants. NOTICE TO THE PROPOSED DEFENDANT No. 13, 15 & 22. WHEREAS, the above Plaintiff has instituted a suit against the Defendants seeking for Declaration and Permanent Injunction. You are hereby summoned to appear in this court in person or by a pleader duly instructed on 22.04.2026 at 11.00 AM in the forenoon to contest the above case failing which the case will be heard and determined ex-parte. SCHEDULE All that piece and parcel of converted immovable property bearing No. 52/4A (Old No.52/4), measuring 1 acre 21 guntas, situated at Krishnapura Village, Varthur Hobli, Bengaluru East Taluk. By Order of the Court, Senior Sheristedar, City Civil Court, Bengaluru. ADVOCATE FOR PLAINTIFF: SRI. G. CHANDRASEKHAR, No. 2, 'Shreenath Paradise', J.P. Nagar 6th Phase, Bengaluru - 560078. xyxy=(504,458,624,846)
table-cell: - xyxy=(629,1233,746,1245)
schedule-item: 5. All that piece and parcel of property bearing S. No.6, being part of former Sy. No.209/2 situated at PSK Naidu Road, Doddigunta, Cox Town, Bengaluru-560005. xyxy=(11,522,255,545)
order: By Order of the Court Sd/- xyxy=(267,372,375,380)
table-cell: ಸನಿ/ನವ/(ಸಾ)/296/2025-26 xyxy=(925,969,989,996)
intro: ಕರ್ನಾಟಕ ರೂರಲ್ ಇನ್ಫ್ರಾಸ್ಟ್ರಕ್ಚರ್ ಡೆವಲಪ್‌ಮೆಂಟ್ ಲಿಮಿಟೆಡ್ ವತಿಯಿಂದ ಕಾಮಗಾರಿಗಳಿಗೆ ಅರ್ಹ ಗುತ್ತಿಗೆದಾರರಿಂದ ಇ-ಪ್ರೊಕ್ಯೂರ್‌ಮೆಂಟ್ ಮೂಲಕ ಟೆಂಡರ್ ಆಹ್ವಾನಿಸಲಾಗಿದೆ. ವಿವಿಧ ವಿಧಾನಸಭಾ ಕ್ಷೇತ್ರಗಳಲ್ಲಿ ರಸ್ತೆ ಚರಂಡಿಗಳ ಸಮೀಕ್ಷೆ ಮತ್ತು ವಿನ್ಯಾಸ ಕಾರ್ಯಗಳು. xyxy=(11,916,375,933)
table-cell: ವಿವಿಧ ವಿಧಾನಸಭಾ ಕ್ಷೇತ್ರಗಳಲ್ಲಿ ರಸ್ತೆ ಚರಂಡಿಗಳ ಸಮೀಕ್ಷೆ ಮತ್ತು ವಿನ್ಯಾಸ ಸಲಹಾ ಸೇವೆಗಳು (ಪ್ಯಾಕೇಜ್-3) xyxy=(34,982,315,994)
schedule-item: 10. All that piece and parcel of portion of property being part of former Sy. No.225 situated at Akaliguda Doddigunta, Bengaluru-560005. xyxy=(11,627,255,642)
table-row xyxy=(12,970,375,982)
table-row xyxy=(818,1239,989,1266)
advocate: ADVOCATE FOR PETITIONERS N.Shiva Shankar, B.A., LLB., KAR2236/2022, Swayambhu Law Associates, Opp. Mini Vidhana soudha 1st cross Dr.B.R.Ambedkar Nagar, J Complex Robersonpet, KGF-563122, Place: KGF, Date: 17.03.2026 xyxy=(631,725,741,784)
table-cell: ಶ್ರೀ ದುರ್ಗಾ ಪರಮೇಶ್ವರಿ ಸಹಕಾರ ಸಂಘ ನಿ., ಯಲಹಂಕ, ಬೆಂಗಳೂರು-560064 xyxy=(834,1212,924,1239)
order: By order of the court, Senior Sheristedar, Civil Court, Hosakote. xyxy=(387,761,497,784)
column-header: ಅಂದಾಜು ಮೊತ್ತ (ರೂ. ಗಳಲ್ಲಿ) xyxy=(480,924,549,945)
table-row xyxy=(12,958,375,970)
table-cell: ಶ್ರೀ ವೆಂಕಟೇಶ್ವರ ಪತ್ತಿನ ಸಹಕಾರ ಸಂಘ ನಿ., ವಿಜಯನಗರ, ಬೆಂಗಳೂರು-560040 xyxy=(834,1077,924,1104)
schedule-item: 12. Family graveyard, situated at 3rd Cross, near Siddhi Vinayaka Temple, Hutchin's Road, Cooks Town, Bengaluru-560005. xyxy=(11,660,255,676)
table-row xyxy=(12,1030,375,1042)
table-cell: 1.50 xyxy=(315,958,375,970)
dipr: ವಾಸಾಸಂ/ಹು/ಮುಂ-ಸಾ/ಜಾಹೀರಾತು/2026-27 xyxy=(387,1035,504,1043)
dipr: ವಾಸಾಸಂ/ಸಂ-ಸಿ-ಪಿ.ಜಿ/12/ಜಾಹೀರಾತು/2026-27 xyxy=(11,1117,138,1125)
advocate-address: FFD-H, 4th Floor, Ramanashree Chambers, Vasavi Temple Road, V.V.Puram Bengaluru-560004. 080-40053588/080-42296969 xyxy=(879,472,989,501)
